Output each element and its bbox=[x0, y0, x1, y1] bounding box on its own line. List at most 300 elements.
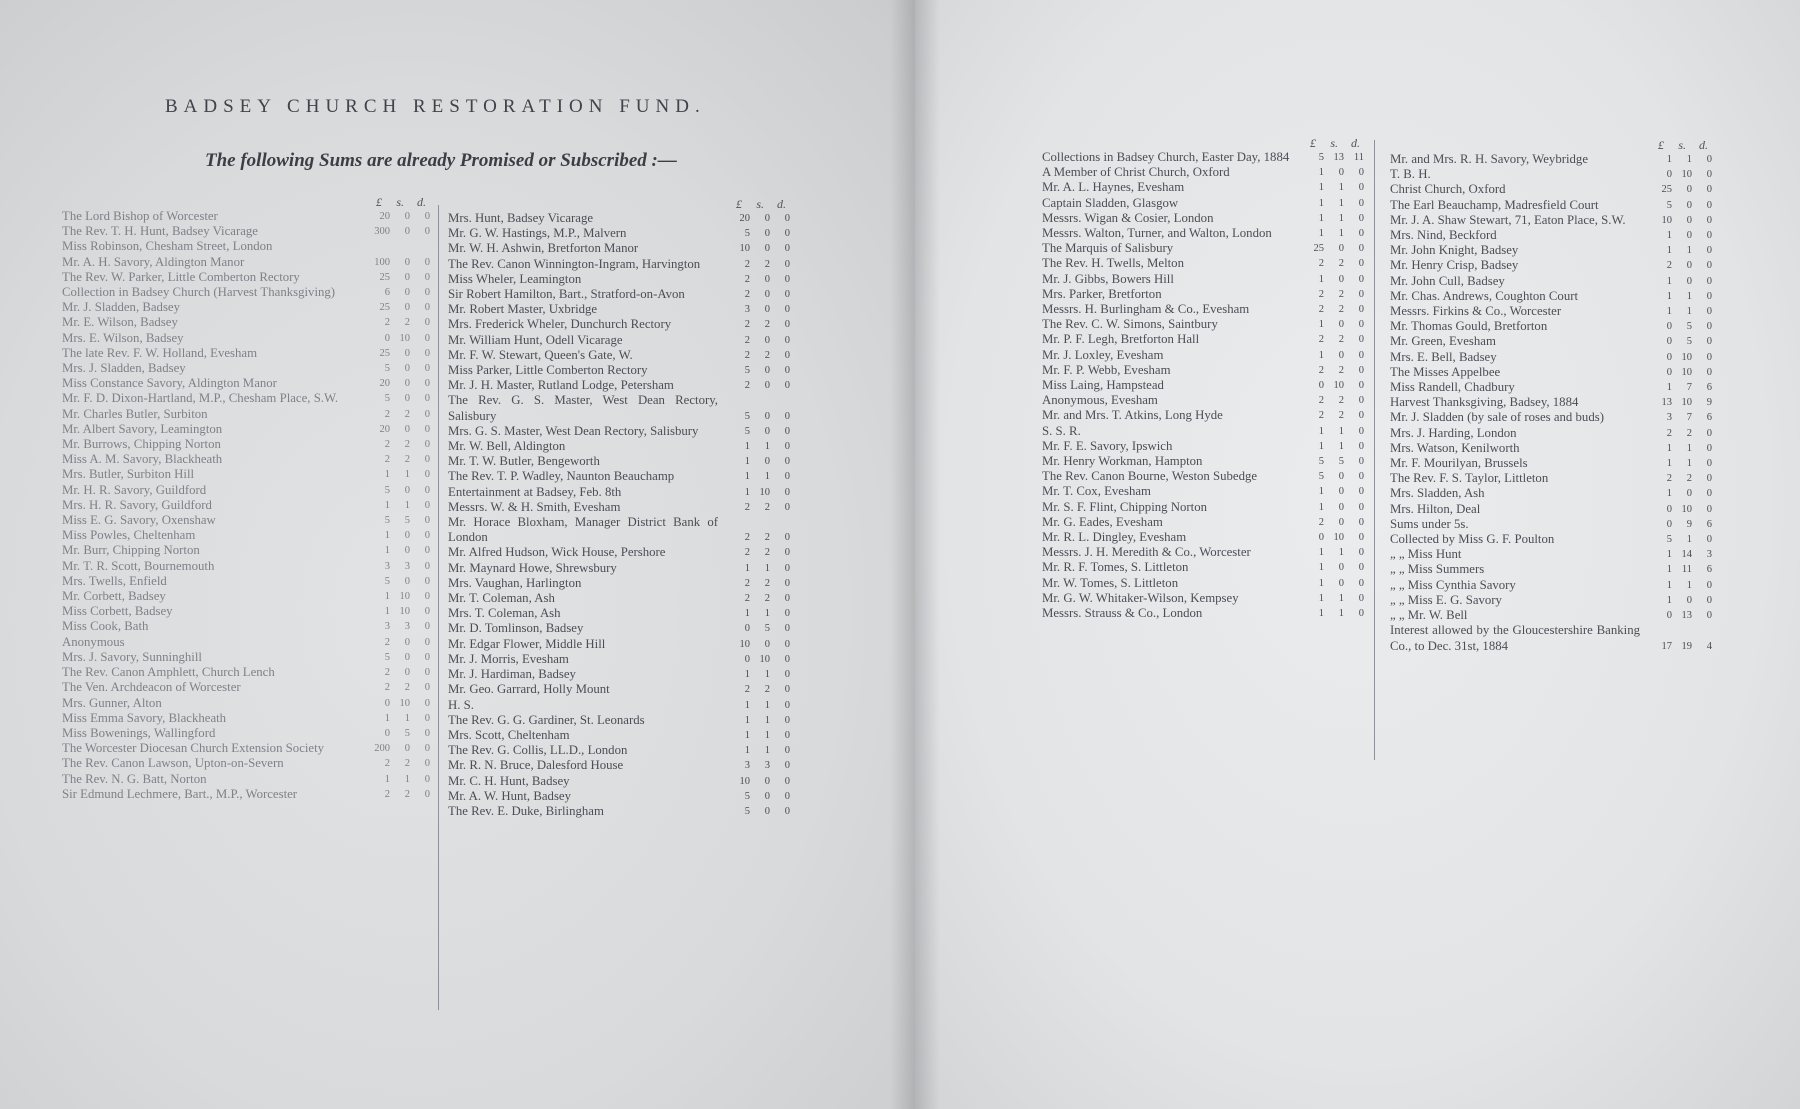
amount bbox=[1292, 560, 1364, 575]
shillings-value: 0 bbox=[404, 287, 410, 299]
subscriber-name: Mr. Robert Master, Uxbridge bbox=[448, 302, 598, 317]
shillings-value: 2 bbox=[404, 454, 410, 466]
pence-value: 0 bbox=[1358, 334, 1364, 346]
shillings-value: 1 bbox=[1686, 306, 1692, 318]
pounds-value: 1 bbox=[384, 606, 390, 618]
subscriber-name: A Member of Christ Church, Oxford bbox=[1042, 165, 1230, 180]
subscriber-name: Mr. H. R. Savory, Guildford bbox=[62, 482, 207, 497]
subscriber-name: Mr. J. Hardiman, Badsey bbox=[448, 667, 576, 682]
shillings-value: 0 bbox=[1338, 486, 1344, 498]
pence-value: 0 bbox=[784, 790, 790, 802]
pounds-value: 5 bbox=[1666, 199, 1672, 211]
subscriber-name: H. S. bbox=[448, 697, 474, 712]
pounds-value: 2 bbox=[384, 317, 390, 329]
pence-value: 0 bbox=[784, 699, 790, 711]
pence-value: 0 bbox=[424, 271, 430, 283]
amount bbox=[1640, 426, 1712, 441]
subscriber-column-2 bbox=[448, 197, 790, 819]
shillings-value: 10 bbox=[1681, 503, 1692, 515]
shillings-header: s. bbox=[396, 195, 404, 209]
list-item bbox=[1390, 608, 1712, 623]
shillings-value: 1 bbox=[1686, 579, 1692, 591]
pounds-value: 1 bbox=[1318, 577, 1324, 589]
shillings-value: 1 bbox=[1686, 245, 1692, 257]
shillings-value: 3 bbox=[404, 621, 410, 633]
list-item bbox=[1042, 256, 1364, 271]
pence-value: 0 bbox=[1358, 532, 1364, 544]
list-item bbox=[448, 302, 790, 317]
subscriber-name: Mrs. Sladden, Ash bbox=[1390, 486, 1485, 501]
subscriber-name: The Rev. H. Twells, Melton bbox=[1042, 256, 1184, 271]
pounds-value: 1 bbox=[1666, 275, 1672, 287]
pence-value: 0 bbox=[784, 684, 790, 696]
subscriber-name: Mr. Albert Savory, Leamington bbox=[62, 421, 223, 436]
pence-value: 0 bbox=[424, 530, 430, 542]
subscriber-name: Mr. Henry Crisp, Badsey bbox=[1390, 258, 1519, 273]
list-item bbox=[1390, 319, 1712, 334]
shillings-value: 0 bbox=[1686, 275, 1692, 287]
pence-value: 0 bbox=[424, 697, 430, 709]
amount bbox=[1640, 562, 1712, 577]
shillings-value: 10 bbox=[1333, 380, 1344, 392]
subscriber-name: Mr. W. Tomes, S. Littleton bbox=[1042, 575, 1179, 590]
pence-value: 0 bbox=[784, 623, 790, 635]
pence-value: 0 bbox=[784, 593, 790, 605]
list-item bbox=[448, 545, 790, 560]
shillings-value: 5 bbox=[1686, 336, 1692, 348]
list-item bbox=[1042, 484, 1364, 499]
list-item bbox=[1042, 393, 1364, 408]
subscriber-name: Mr. J. H. Master, Rutland Lodge, Petersham bbox=[448, 378, 674, 393]
amount bbox=[1292, 469, 1364, 484]
pence-value: 0 bbox=[1706, 184, 1712, 196]
amount bbox=[358, 635, 430, 650]
shillings-value: 2 bbox=[764, 258, 770, 270]
shillings-value: 0 bbox=[1338, 501, 1344, 513]
list-item bbox=[62, 452, 430, 467]
pounds-value: 0 bbox=[744, 623, 750, 635]
shillings-value: 5 bbox=[1686, 321, 1692, 333]
shillings-value: 2 bbox=[404, 439, 410, 451]
pounds-value: 25 bbox=[1313, 243, 1324, 255]
subscriber-name: The Ven. Archdeacon of Worcester bbox=[62, 680, 241, 695]
list-item bbox=[62, 315, 430, 330]
amount bbox=[1640, 243, 1712, 258]
list-item bbox=[1390, 289, 1712, 304]
shillings-value: 0 bbox=[404, 226, 410, 238]
pence-value: 0 bbox=[424, 545, 430, 557]
shillings-value: 0 bbox=[1338, 577, 1344, 589]
list-item bbox=[1390, 304, 1712, 319]
list-item bbox=[1042, 287, 1364, 302]
pounds-value: 10 bbox=[739, 638, 750, 650]
subscriber-name: Miss Corbett, Badsey bbox=[62, 604, 173, 619]
list-item bbox=[1042, 606, 1364, 621]
amount bbox=[718, 287, 790, 302]
list-item bbox=[448, 211, 790, 226]
pence-value: 0 bbox=[424, 256, 430, 268]
subscriber-name: Mrs. Butler, Surbiton Hill bbox=[62, 467, 195, 482]
pounds-value: 5 bbox=[744, 790, 750, 802]
subscriber-name: Mr. Henry Workman, Hampton bbox=[1042, 454, 1203, 469]
amount bbox=[1292, 211, 1364, 226]
pounds-value: 1 bbox=[744, 456, 750, 468]
list-item bbox=[62, 635, 430, 650]
shillings-value: 0 bbox=[404, 651, 410, 663]
amount bbox=[1292, 348, 1364, 363]
list-item bbox=[62, 407, 430, 422]
list-item bbox=[62, 391, 430, 406]
list-item bbox=[448, 363, 790, 378]
pounds-value: 2 bbox=[384, 667, 390, 679]
amount bbox=[1640, 380, 1712, 395]
list-item bbox=[62, 528, 430, 543]
subscriber-name: Sir Robert Hamilton, Bart., Stratford-on-Avon bbox=[448, 287, 685, 302]
amount bbox=[358, 498, 430, 513]
pounds-value: 0 bbox=[1318, 380, 1324, 392]
list-item bbox=[448, 378, 790, 393]
list-item bbox=[448, 469, 790, 484]
pounds-value: 1 bbox=[1666, 230, 1672, 242]
pence-value: 0 bbox=[1358, 395, 1364, 407]
amount bbox=[1640, 304, 1712, 319]
pence-value: 0 bbox=[784, 805, 790, 817]
pounds-value: 5 bbox=[744, 410, 750, 422]
pence-value: 0 bbox=[1706, 503, 1712, 515]
shillings-value: 2 bbox=[404, 788, 410, 800]
amount bbox=[1640, 639, 1712, 654]
pence-value: 0 bbox=[424, 667, 430, 679]
shillings-value: 10 bbox=[399, 591, 410, 603]
subscriber-name: Mrs. Gunner, Alton bbox=[62, 695, 162, 710]
pounds-value: 3 bbox=[1666, 412, 1672, 424]
pounds-value: 2 bbox=[744, 501, 750, 513]
list-item bbox=[1042, 196, 1364, 211]
pence-value: 6 bbox=[1706, 564, 1712, 576]
subscriber-name: The Marquis of Salisbury bbox=[1042, 241, 1174, 256]
pounds-value: 5 bbox=[744, 805, 750, 817]
pounds-value: 1 bbox=[1318, 440, 1324, 452]
list-item bbox=[1042, 408, 1364, 423]
amount bbox=[718, 652, 790, 667]
list-item bbox=[1390, 258, 1712, 273]
list-item bbox=[448, 515, 790, 545]
subscriber-name: The Worcester Diocesan Church Extension Society bbox=[62, 741, 325, 756]
shillings-value: 11 bbox=[1681, 564, 1692, 576]
pounds-value: 0 bbox=[384, 332, 390, 344]
amount bbox=[358, 422, 430, 437]
currency-header bbox=[1042, 136, 1364, 150]
pence-value: 0 bbox=[784, 380, 790, 392]
amount bbox=[1292, 378, 1364, 393]
subscriber-column-4 bbox=[1390, 138, 1712, 654]
pence-value: 0 bbox=[784, 547, 790, 559]
pounds-value: 1 bbox=[384, 591, 390, 603]
pounds-value: 1 bbox=[1666, 382, 1672, 394]
amount bbox=[1292, 606, 1364, 621]
list-item bbox=[1042, 226, 1364, 241]
list-item bbox=[62, 772, 430, 787]
subscriber-name: Mr. J. Morris, Evesham bbox=[448, 651, 569, 666]
list-item bbox=[62, 300, 430, 315]
pounds-value: 20 bbox=[379, 211, 390, 222]
pounds-value: 2 bbox=[1318, 395, 1324, 407]
pounds-value: 2 bbox=[384, 682, 390, 694]
pence-value: 9 bbox=[1706, 397, 1712, 409]
pounds-value: 5 bbox=[1666, 534, 1672, 546]
shillings-value: 1 bbox=[1338, 228, 1344, 240]
subscriber-name: Mr. Burr, Chipping Norton bbox=[62, 543, 200, 558]
shillings-value: 0 bbox=[404, 211, 410, 222]
list-item bbox=[1042, 560, 1364, 575]
list-item bbox=[1390, 426, 1712, 441]
subscriber-name: Mr. John Cull, Badsey bbox=[1390, 273, 1505, 288]
amount bbox=[1292, 241, 1364, 256]
pounds-value: 0 bbox=[1666, 610, 1672, 622]
amount bbox=[1640, 182, 1712, 197]
list-item bbox=[1390, 517, 1712, 532]
amount bbox=[718, 728, 790, 743]
pence-value: 0 bbox=[1706, 290, 1712, 302]
pounds-value: 13 bbox=[1661, 397, 1672, 409]
pence-value: 0 bbox=[784, 425, 790, 437]
subscriber-name: The late Rev. F. W. Holland, Evesham bbox=[62, 345, 258, 360]
list-item bbox=[62, 665, 430, 680]
list-item bbox=[448, 698, 790, 713]
pence-header: d. bbox=[777, 197, 786, 211]
shillings-value: 2 bbox=[404, 408, 410, 420]
shillings-value: 0 bbox=[404, 484, 410, 496]
shillings-value: 10 bbox=[399, 697, 410, 709]
subscriber-name: Mr. G. W. Whitaker-Wilson, Kempsey bbox=[1042, 590, 1239, 605]
amount bbox=[358, 224, 430, 239]
subscriber-name: Mrs. J. Harding, London bbox=[1390, 425, 1517, 440]
pounds-value: 1 bbox=[1666, 564, 1672, 576]
pounds-value: 1 bbox=[1318, 197, 1324, 209]
pounds-value: 1 bbox=[1318, 425, 1324, 437]
list-item bbox=[62, 711, 430, 726]
amount bbox=[358, 665, 430, 680]
list-item bbox=[1042, 469, 1364, 484]
amount bbox=[1292, 439, 1364, 454]
shillings-value: 3 bbox=[764, 760, 770, 772]
shillings-value: 13 bbox=[1333, 152, 1344, 163]
pounds-value: 1 bbox=[384, 545, 390, 557]
pounds-value: 20 bbox=[739, 213, 750, 224]
shillings-value: 0 bbox=[764, 273, 770, 285]
subscriber-name: Mr. J. A. Shaw Stewart, 71, Eaton Place, S.W. bbox=[1390, 212, 1626, 227]
amount bbox=[718, 439, 790, 454]
shillings-value: 10 bbox=[1681, 397, 1692, 409]
amount bbox=[1640, 441, 1712, 456]
amount bbox=[1640, 593, 1712, 608]
pounds-value: 1 bbox=[744, 486, 750, 498]
list-item bbox=[448, 333, 790, 348]
amount bbox=[358, 756, 430, 771]
shillings-value: 5 bbox=[1338, 456, 1344, 468]
subscriber-name: Mr. J. Gibbs, Bowers Hill bbox=[1042, 271, 1174, 286]
shillings-value: 0 bbox=[764, 805, 770, 817]
list-item bbox=[448, 287, 790, 302]
pounds-value: 3 bbox=[744, 760, 750, 772]
list-item bbox=[62, 741, 430, 756]
amount bbox=[1292, 545, 1364, 560]
pounds-value: 1 bbox=[1318, 547, 1324, 559]
subscriber-name: „ „ Mr. W. Bell bbox=[1390, 608, 1468, 623]
shillings-value: 0 bbox=[764, 365, 770, 377]
pence-value: 0 bbox=[424, 788, 430, 800]
list-item bbox=[448, 774, 790, 789]
list-item bbox=[448, 621, 790, 636]
shillings-value: 1 bbox=[1338, 547, 1344, 559]
pounds-value: 200 bbox=[374, 743, 390, 755]
pence-value: 0 bbox=[1706, 245, 1712, 257]
amount bbox=[1640, 258, 1712, 273]
shillings-value: 0 bbox=[1338, 349, 1344, 361]
shillings-value: 1 bbox=[1338, 182, 1344, 194]
shillings-value: 0 bbox=[1338, 167, 1344, 179]
pence-value: 0 bbox=[424, 454, 430, 466]
pounds-value: 2 bbox=[1666, 260, 1672, 272]
pence-value: 0 bbox=[424, 393, 430, 405]
amount bbox=[358, 346, 430, 361]
pounds-value: 1 bbox=[1318, 167, 1324, 179]
list-item bbox=[62, 270, 430, 285]
pence-value: 0 bbox=[784, 532, 790, 544]
list-item bbox=[62, 483, 430, 498]
list-item bbox=[448, 348, 790, 363]
subscriber-name: The Rev. Canon Lawson, Upton-on-Severn bbox=[62, 756, 284, 771]
shillings-value: 0 bbox=[404, 530, 410, 542]
pounds-value: 25 bbox=[379, 347, 390, 359]
list-item bbox=[448, 272, 790, 287]
shillings-value: 1 bbox=[764, 471, 770, 483]
pence-value: 0 bbox=[424, 682, 430, 694]
list-item bbox=[1390, 395, 1712, 410]
shillings-value: 0 bbox=[404, 575, 410, 587]
pounds-value: 1 bbox=[384, 469, 390, 481]
subscriber-name: Mr. F. P. Webb, Evesham bbox=[1042, 362, 1171, 377]
pounds-value: 10 bbox=[1661, 214, 1672, 226]
list-item bbox=[1042, 454, 1364, 469]
list-item bbox=[62, 285, 430, 300]
subscriber-name: The Rev. N. G. Batt, Norton bbox=[62, 771, 207, 786]
subscriber-name: Mr. F. W. Stewart, Queen's Gate, W. bbox=[448, 347, 633, 362]
pounds-value: 3 bbox=[744, 304, 750, 316]
list-item bbox=[448, 606, 790, 621]
subscriber-name: Mr. Thomas Gould, Bretforton bbox=[1390, 319, 1548, 334]
shillings-value: 14 bbox=[1681, 549, 1692, 561]
subscriber-name: Mrs. E. Bell, Badsey bbox=[1390, 349, 1497, 364]
list-item bbox=[448, 317, 790, 332]
list-item bbox=[1390, 593, 1712, 608]
amount bbox=[718, 302, 790, 317]
shillings-value: 1 bbox=[764, 669, 770, 681]
pounds-value: 2 bbox=[1318, 516, 1324, 528]
amount bbox=[1640, 532, 1712, 547]
amount bbox=[358, 604, 430, 619]
amount bbox=[358, 483, 430, 498]
subscriber-name: Mr. A. L. Haynes, Evesham bbox=[1042, 180, 1185, 195]
shillings-value: 0 bbox=[404, 347, 410, 359]
shillings-value: 2 bbox=[764, 532, 770, 544]
amount bbox=[1640, 213, 1712, 228]
amount bbox=[358, 513, 430, 528]
pounds-value: 1 bbox=[1318, 273, 1324, 285]
pence-value: 0 bbox=[1706, 199, 1712, 211]
amount bbox=[358, 452, 430, 467]
shillings-header: s. bbox=[1330, 136, 1338, 150]
pence-value: 0 bbox=[424, 363, 430, 375]
subscriber-name: Mr. Chas. Andrews, Coughton Court bbox=[1390, 288, 1579, 303]
pence-value: 0 bbox=[784, 471, 790, 483]
shillings-value: 2 bbox=[1338, 288, 1344, 300]
subscriber-name: Christ Church, Oxford bbox=[1390, 182, 1506, 197]
amount bbox=[1640, 274, 1712, 289]
pence-value: 0 bbox=[784, 273, 790, 285]
subscriber-name: The Rev. T. H. Hunt, Badsey Vicarage bbox=[62, 224, 258, 239]
pence-value: 0 bbox=[1358, 380, 1364, 392]
shillings-value: 0 bbox=[764, 775, 770, 787]
pounds-value: 5 bbox=[1318, 471, 1324, 483]
pounds-value: 5 bbox=[1318, 456, 1324, 468]
list-item bbox=[62, 209, 430, 224]
amount bbox=[718, 667, 790, 682]
subscriber-name: Mr. T. Coleman, Ash bbox=[448, 591, 555, 606]
list-item bbox=[62, 696, 430, 711]
pounds-value: 100 bbox=[374, 256, 390, 268]
pounds-value: 2 bbox=[744, 334, 750, 346]
shillings-header: s. bbox=[756, 197, 764, 211]
shillings-value: 2 bbox=[404, 682, 410, 694]
amount bbox=[718, 317, 790, 332]
pounds-value: 2 bbox=[744, 684, 750, 696]
pence-value: 0 bbox=[424, 211, 430, 222]
subscriber-name: Mrs. Watson, Kenilworth bbox=[1390, 440, 1520, 455]
pence-value: 0 bbox=[1358, 486, 1364, 498]
pence-value: 0 bbox=[424, 484, 430, 496]
amount bbox=[718, 682, 790, 697]
pounds-value: 2 bbox=[1318, 304, 1324, 316]
amount bbox=[1640, 471, 1712, 486]
pence-value: 0 bbox=[1358, 410, 1364, 422]
list-item bbox=[1390, 532, 1712, 547]
shillings-value: 0 bbox=[404, 636, 410, 648]
pence-value: 0 bbox=[1358, 273, 1364, 285]
amount bbox=[1640, 289, 1712, 304]
subscriber-name: Collection in Badsey Church (Harvest Thanksgiving) bbox=[62, 285, 336, 300]
pence-value: 0 bbox=[1358, 547, 1364, 559]
pounds-value: 1 bbox=[744, 608, 750, 620]
pence-value: 0 bbox=[784, 441, 790, 453]
shillings-value: 1 bbox=[1338, 197, 1344, 209]
list-item bbox=[1390, 441, 1712, 456]
subscriber-name: Mr. T. R. Scott, Bournemouth bbox=[62, 558, 215, 573]
pence-value: 0 bbox=[1706, 306, 1712, 318]
list-item bbox=[1390, 243, 1712, 258]
amount bbox=[718, 241, 790, 256]
subscriber-name: Messrs. W. & H. Smith, Evesham bbox=[448, 499, 621, 514]
shillings-value: 0 bbox=[1686, 230, 1692, 242]
subscriber-name: Mr. F. D. Dixon-Hartland, M.P., Chesham Place, S.W. bbox=[62, 391, 339, 406]
shillings-value: 0 bbox=[404, 667, 410, 679]
list-item bbox=[62, 680, 430, 695]
pounds-value: 5 bbox=[744, 425, 750, 437]
subscriber-name: Mr. D. Tomlinson, Badsey bbox=[448, 621, 584, 636]
pence-value: 0 bbox=[1706, 351, 1712, 363]
shillings-value: 0 bbox=[1686, 260, 1692, 272]
pence-value: 0 bbox=[1358, 228, 1364, 240]
